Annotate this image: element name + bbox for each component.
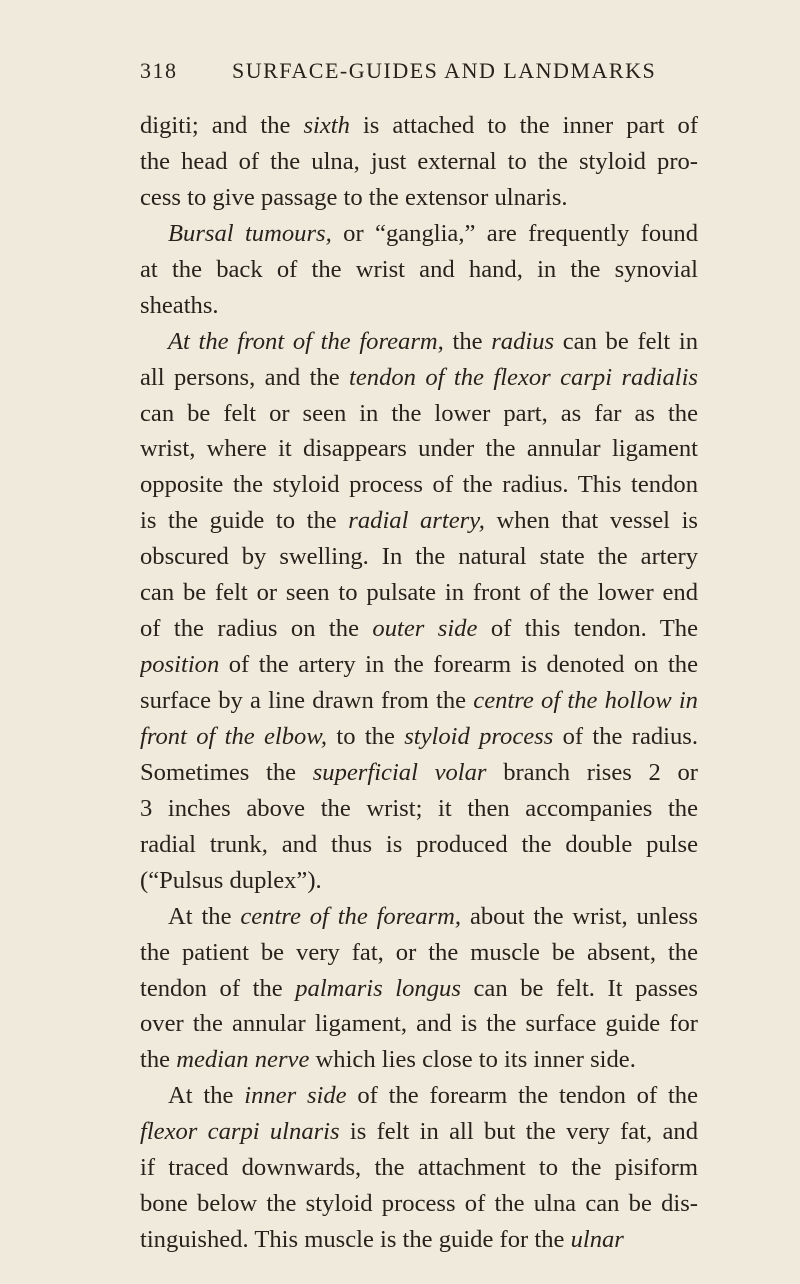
- italic-text: front of the elbow,: [140, 722, 328, 750]
- text-line: [140, 324, 698, 360]
- text-run: Sometimes the: [140, 758, 313, 786]
- text-run: At the: [168, 1082, 245, 1110]
- text-line: [140, 539, 698, 575]
- text-line: [140, 144, 698, 180]
- text-line: [140, 216, 698, 252]
- text-run: is felt in all but the very fat, and: [339, 1118, 698, 1146]
- body-text: [140, 108, 698, 1258]
- text-run: the: [140, 1046, 177, 1074]
- text-line: [140, 1186, 698, 1222]
- text-run: or “ganglia,” are frequently found: [331, 219, 698, 247]
- text-run: radial trunk, and thus is produced the double pulse: [140, 830, 698, 858]
- italic-text: ulnar: [570, 1226, 624, 1254]
- text-run: is the guide to the: [140, 507, 349, 535]
- text-line: [140, 719, 698, 755]
- text-line: [140, 1006, 698, 1042]
- text-run: At the: [168, 902, 241, 930]
- italic-text: radial artery,: [348, 507, 485, 535]
- text-run: branch rises 2 or: [486, 758, 698, 786]
- text-run: of this tendon. The: [477, 615, 698, 643]
- text-line: [140, 431, 698, 467]
- italic-text: superficial volar: [312, 758, 487, 786]
- italic-text: tendon of the flexor carpi radialis: [349, 363, 698, 391]
- text-run: the patient be very fat, or the muscle be absent, the: [140, 938, 698, 966]
- italic-text: palmaris longus: [295, 974, 461, 1002]
- text-line: [140, 1222, 698, 1258]
- text-run: can be felt or seen in the lower part, as far as the: [140, 399, 698, 427]
- text-line: [140, 863, 698, 899]
- text-run: 3 inches above the wrist; it then accompanies the: [140, 794, 698, 822]
- text-line: [140, 755, 698, 791]
- text-run: can be felt or seen to pulsate in front of the lower end: [140, 579, 698, 607]
- text-line: [140, 360, 698, 396]
- text-run: digiti; and the: [140, 112, 304, 139]
- italic-text: median nerve: [176, 1046, 310, 1074]
- running-header: [140, 58, 700, 88]
- text-run: about the wrist, unless: [461, 902, 698, 930]
- text-line: [140, 899, 698, 935]
- text-line: [140, 935, 698, 971]
- page-number: 318: [140, 58, 178, 83]
- text-line: [140, 108, 698, 144]
- text-run: of the artery in the forearm is denoted on the: [219, 651, 698, 679]
- text-run: bone below the styloid process of the ulna can be dis-: [140, 1190, 698, 1218]
- text-run: surface by a line drawn from the: [140, 687, 474, 714]
- text-run: is attached to the inner part of: [349, 112, 698, 139]
- italic-text: inner side: [244, 1082, 347, 1110]
- italic-text: radius: [491, 327, 555, 355]
- text-line: [140, 1114, 698, 1150]
- italic-text: sixth: [303, 112, 350, 139]
- text-run: obscured by swelling. In the natural state the artery: [140, 543, 698, 571]
- text-line: [140, 396, 698, 432]
- italic-text: centre of the forearm,: [240, 902, 462, 930]
- text-run: (“Pulsus duplex”).: [140, 866, 322, 894]
- text-run: over the annular ligament, and is the surface guide for: [140, 1010, 698, 1038]
- text-run: all persons, and the: [140, 363, 350, 391]
- text-line: [140, 252, 698, 288]
- text-line: [140, 1078, 698, 1114]
- text-run: of the radius.: [553, 722, 698, 750]
- text-run: opposite the styloid process of the radius. This tendon: [140, 471, 698, 499]
- text-run: can be felt in: [554, 327, 698, 355]
- text-run: when that vessel is: [484, 507, 698, 535]
- italic-text: outer side: [372, 615, 478, 643]
- italic-text: styloid process: [404, 722, 554, 750]
- text-line: [140, 180, 698, 216]
- italic-text: position: [140, 651, 220, 679]
- text-line: [140, 1042, 698, 1078]
- text-run: of the radius on the: [140, 615, 373, 643]
- text-line: [140, 467, 698, 503]
- text-line: [140, 971, 698, 1007]
- text-run: at the back of the wrist and hand, in the synovial: [140, 255, 698, 283]
- text-line: [140, 611, 698, 647]
- text-line: [140, 503, 698, 539]
- text-line: [140, 647, 698, 683]
- text-line: [140, 288, 698, 324]
- text-run: tinguished. This muscle is the guide for the: [140, 1226, 571, 1254]
- text-run: tendon of the: [140, 974, 296, 1002]
- text-run: the head of the ulna, just external to the styloid pro-: [140, 147, 698, 175]
- text-run: of the forearm the tendon of the: [346, 1082, 698, 1110]
- italic-text: Bursal tumours,: [168, 219, 332, 247]
- text-run: the: [443, 327, 492, 355]
- text-run: if traced downwards, the attachment to the pisiform: [140, 1154, 698, 1182]
- italic-text: centre of the hollow in: [473, 687, 698, 714]
- italic-text: At the front of the forearm,: [168, 327, 444, 355]
- running-title: SURFACE-GUIDES AND LANDMARKS: [232, 58, 657, 83]
- text-run: to the: [327, 722, 405, 750]
- text-line: [140, 827, 698, 863]
- text-line: [140, 683, 698, 719]
- text-run: sheaths.: [140, 291, 219, 319]
- text-line: [140, 791, 698, 827]
- text-run: can be felt. It passes: [460, 974, 698, 1002]
- text-run: wrist, where it disappears under the annular ligament: [140, 435, 698, 463]
- text-line: [140, 575, 698, 611]
- text-run: which lies close to its inner side.: [309, 1046, 636, 1074]
- italic-text: flexor carpi ulnaris: [140, 1118, 340, 1146]
- text-line: [140, 1150, 698, 1186]
- text-run: cess to give passage to the extensor ulnaris.: [140, 183, 568, 211]
